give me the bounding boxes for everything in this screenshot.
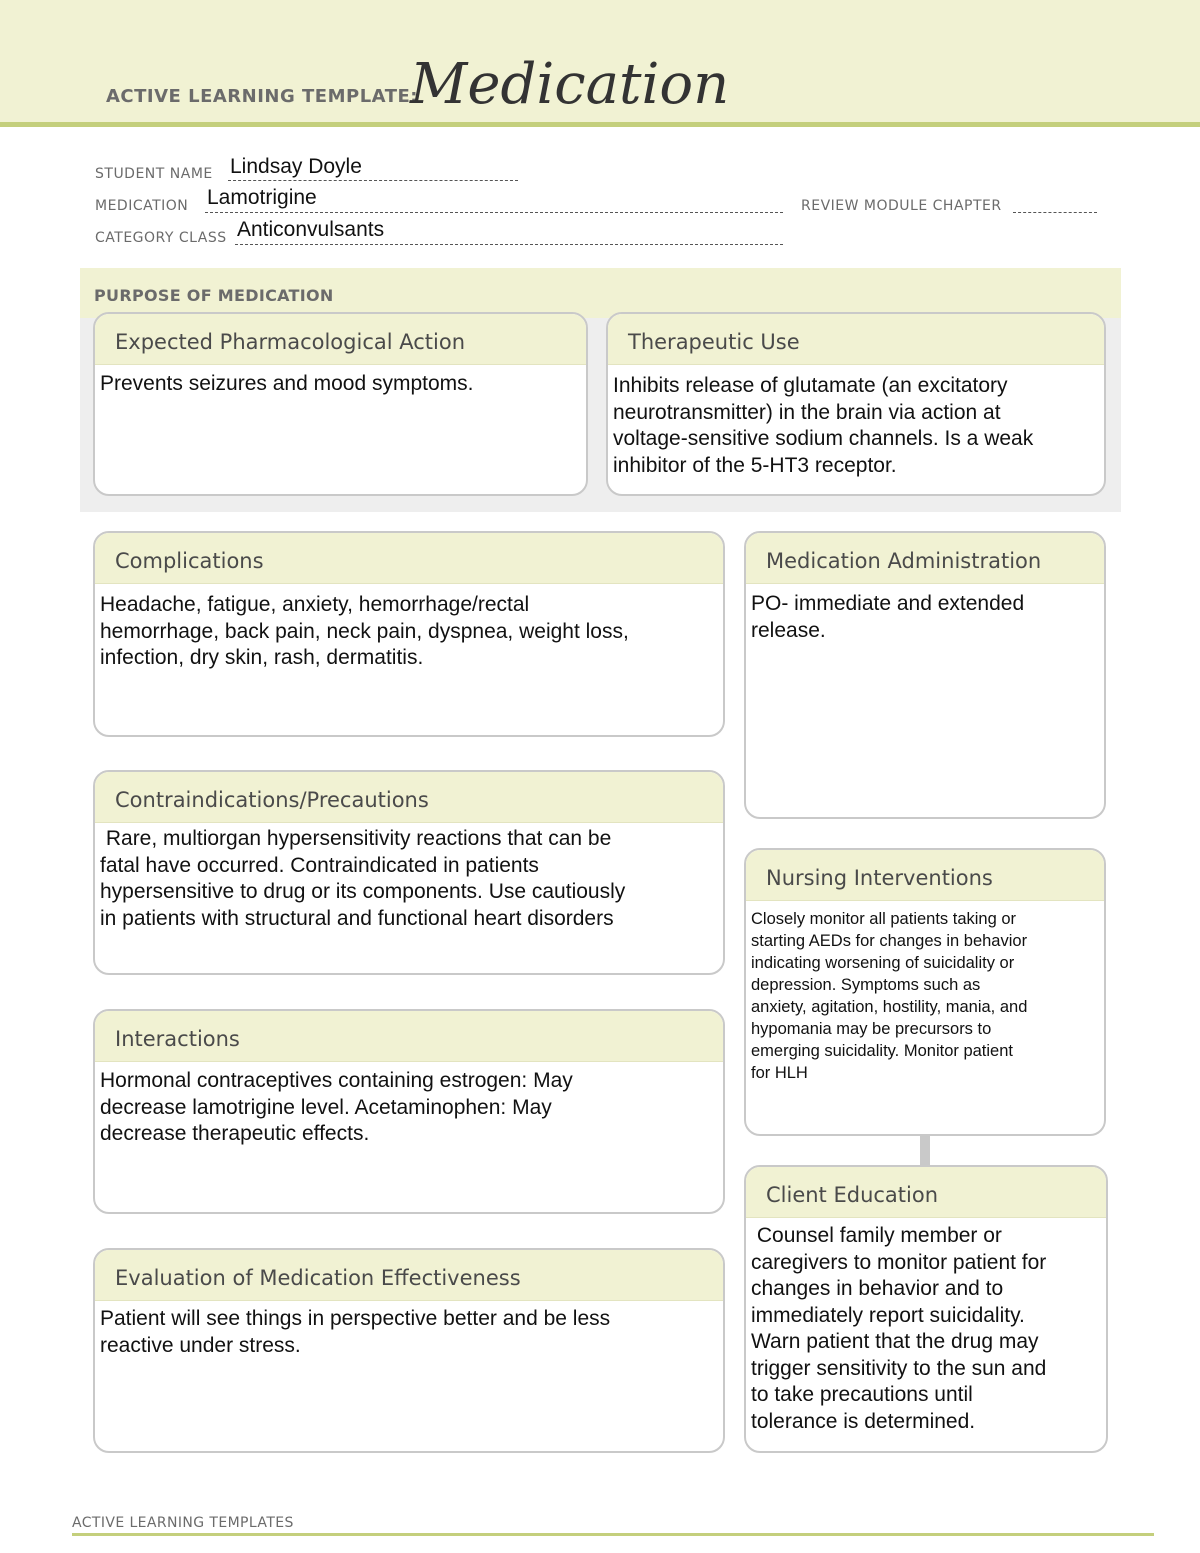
footer-rule <box>72 1533 1154 1536</box>
header-rule <box>0 122 1200 127</box>
administration-text[interactable]: PO- immediate and extended release. <box>751 592 1025 642</box>
complications-box <box>93 531 725 737</box>
template-label: ACTIVE LEARNING TEMPLATE: <box>106 86 418 107</box>
therapeutic-use-box <box>606 312 1106 496</box>
expected-action-text[interactable]: Prevents seizures and mood symptoms. <box>100 372 474 395</box>
category-class-line <box>235 244 783 245</box>
student-name-line <box>228 180 518 181</box>
nursing-interventions-box <box>744 848 1106 1136</box>
medication-line <box>205 212 783 213</box>
purpose-label: PURPOSE OF MEDICATION <box>94 286 334 305</box>
evaluation-title: Evaluation of Medication Effectiveness <box>115 1266 521 1290</box>
interactions-title: Interactions <box>115 1027 240 1051</box>
review-module-line <box>1013 212 1097 213</box>
interactions-box <box>93 1009 725 1214</box>
contraindications-text[interactable]: Rare, multiorgan hypersensitivity reactions that can be fatal have occurred. Contraindicated in patients hypersensitive to drug or its components. Use cautiously in patients with structural and functional heart disorders <box>100 827 626 930</box>
student-name-label: STUDENT NAME <box>95 166 213 182</box>
interactions-text[interactable]: Hormonal contraceptives containing estrogen: May decrease lamotrigine level. Acetaminophen: May decrease therapeutic effects. <box>100 1069 573 1145</box>
contraindications-title: Contraindications/Precautions <box>115 788 429 812</box>
student-name-field[interactable]: Lindsay Doyle <box>230 155 362 178</box>
therapeutic-use-text[interactable]: Inhibits release of glutamate (an excitatory neurotransmitter) in the brain via action at voltage-sensitive sodium channels. Is a weak inhibitor of the 5-HT3 receptor. <box>613 374 1034 477</box>
client-education-title: Client Education <box>766 1183 939 1207</box>
page-title: Medication <box>410 52 730 117</box>
category-class-label: CATEGORY CLASS <box>95 230 227 246</box>
footer-label: ACTIVE LEARNING TEMPLATES <box>72 1515 294 1531</box>
complications-text[interactable]: Headache, fatigue, anxiety, hemorrhage/rectal hemorrhage, back pain, neck pain, dyspnea, weight loss, infection, dry skin, rash, dermatitis. <box>100 593 629 669</box>
medication-label: MEDICATION <box>95 198 189 214</box>
expected-action-title: Expected Pharmacological Action <box>115 330 466 354</box>
complications-title: Complications <box>115 549 264 573</box>
evaluation-box <box>93 1248 725 1453</box>
category-class-field[interactable]: Anticonvulsants <box>237 218 385 241</box>
nursing-interventions-title: Nursing Interventions <box>766 866 993 890</box>
nursing-interventions-text[interactable]: Closely monitor all patients taking or starting AEDs for changes in behavior indicating worsening of suicidality or depression. Symptoms such as anxiety, agitation, hostility, mania, and hypomania may be precursors to emerging suicidality. Monitor patient for HLH <box>751 910 1028 1082</box>
administration-title: Medication Administration <box>766 549 1042 573</box>
expected-action-box <box>93 312 588 496</box>
client-education-text[interactable]: Counsel family member or caregivers to monitor patient for changes in behavior and to immediately report suicidality. Warn patient that the drug may trigger sensitivity to the sun and to take precautions until tolerance is determined. <box>751 1224 1047 1433</box>
box-connector <box>920 1135 930 1167</box>
client-education-box <box>744 1165 1108 1453</box>
contraindications-box <box>93 770 725 975</box>
review-module-label: REVIEW MODULE CHAPTER <box>801 198 1002 214</box>
administration-box <box>744 531 1106 819</box>
evaluation-text[interactable]: Patient will see things in perspective better and be less reactive under stress. <box>100 1307 611 1357</box>
therapeutic-use-title: Therapeutic Use <box>628 330 800 354</box>
medication-field[interactable]: Lamotrigine <box>207 186 317 209</box>
